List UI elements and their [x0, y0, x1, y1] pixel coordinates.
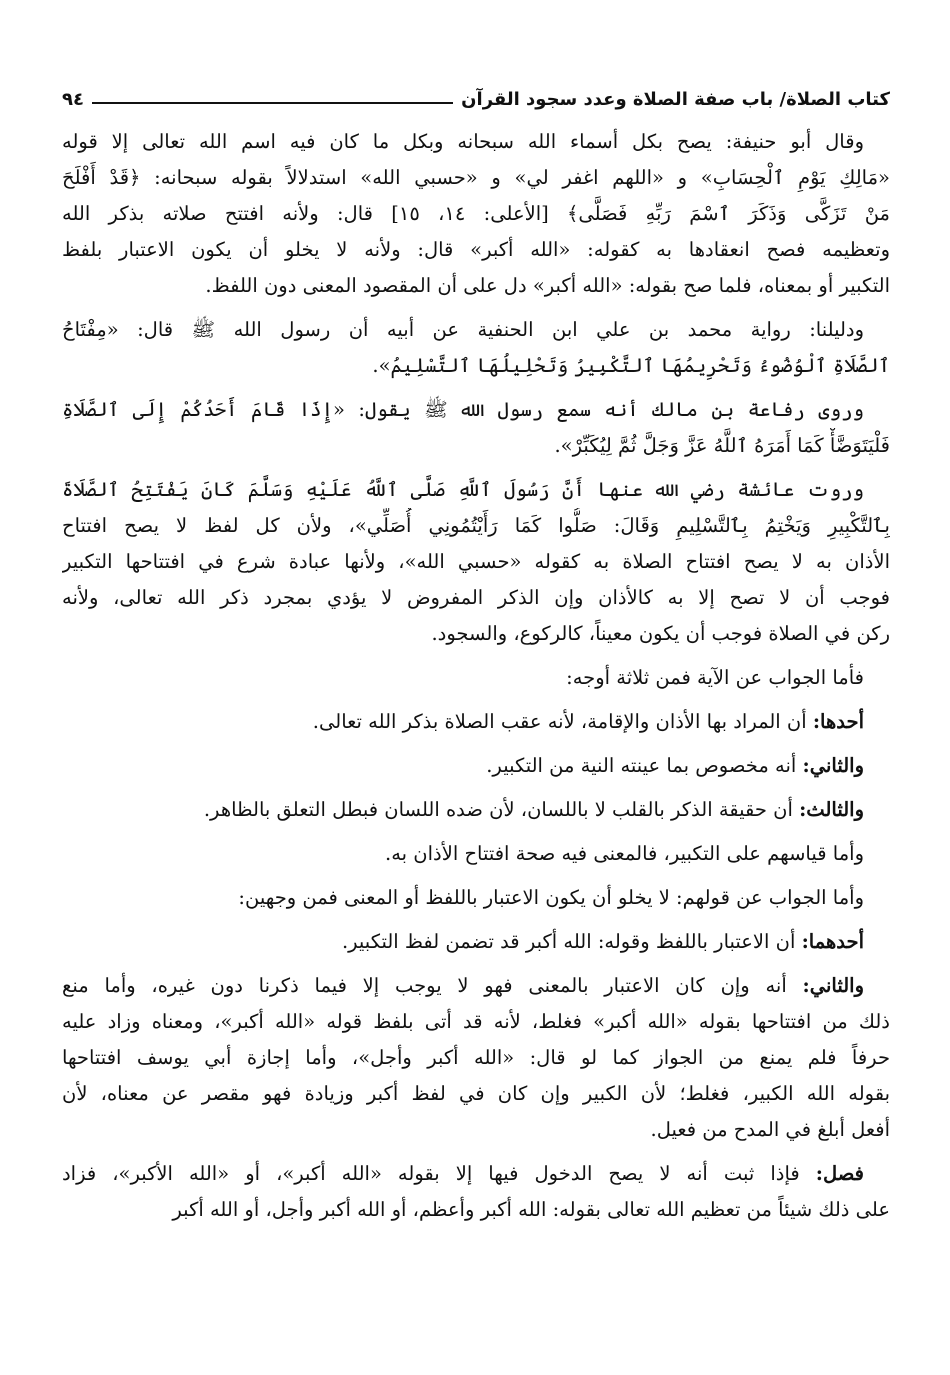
lead-word: والثاني:	[802, 754, 864, 777]
text-line	[62, 1076, 890, 1112]
text-line	[62, 968, 890, 1004]
text-line	[62, 880, 890, 916]
lead-word: والثاني:	[802, 974, 864, 997]
text-line	[62, 196, 890, 232]
line-text: حرفاً فلم يمنع من الجواز كما لو قال: «الله أكبر وأجل»، وأما إجازة أبي يوسف افتتاحها	[62, 1046, 890, 1069]
line-text: التكبير أو بمعناه، فلما صح بقوله: «الله أكبر» دل على أن المقصود المعنى دون اللفظ.	[205, 274, 890, 297]
line-text: أفعل أبلغ في المدح من فعيل.	[650, 1118, 890, 1141]
paragraph	[62, 1156, 890, 1228]
text-line	[62, 312, 890, 348]
text-line	[62, 124, 890, 160]
text-line	[62, 160, 890, 196]
line-text: أنه مخصوص بما عينته النية من التكبير.	[486, 754, 803, 777]
line-text: وروت عائشة رضي الله عنها أَنَّ رَسُولَ ٱللَّهِ صَلَّى ٱللَّهُ عَلَيْهِ وَسَلَّمَ كَانَ يَفْتَتِحُ ٱلصَّلَاةَ	[62, 478, 864, 501]
line-text: وأما الجواب عن قولهم: لا يخلو أن يكون الاعتبار باللفظ أو المعنى فمن وجهين:	[238, 886, 864, 909]
line-text: فأما الجواب عن الآية فمن ثلاثة أوجه:	[566, 666, 864, 689]
paragraph	[62, 124, 890, 304]
paragraph	[62, 748, 890, 784]
line-text: فإذا ثبت أنه لا يصح الدخول فيها إلا بقوله «الله أكبر»، أو «الله الأكبر»، فزاد	[62, 1162, 816, 1185]
lead-word: فصل:	[815, 1162, 864, 1185]
text-line	[62, 792, 890, 828]
line-text: وقال أبو حنيفة: يصح بكل أسماء الله سبحانه وبكل ما كان فيه اسم الله تعالى إلا قوله	[62, 130, 864, 153]
line-text: بقوله الله الكبير، فغلط؛ لأن الكبير وإن كان في لفظ أكبر وزيادة فهو مقصر عن معناه، لأن	[62, 1082, 890, 1105]
paragraph	[62, 924, 890, 960]
header-rule	[92, 102, 453, 104]
line-text: مَنْ تَزَكَّى وَذَكَرَ ٱسْمَ رَبِّهِ فَصَلَّى﴾ [الأعلى: ١٤، ١٥] قال: ولأنه افتتح صلاته بذكر الله	[62, 202, 890, 225]
running-header	[62, 80, 890, 110]
line-text: أن المراد بها الأذان والإقامة، لأنه عقب الصلاة بذكر الله تعالى.	[312, 710, 813, 733]
line-text: الأذان به لا يصح افتتاح الصلاة به كقوله «حسبي الله»، ولأنها عبادة شرع في افتتاحها التكبير	[62, 550, 890, 573]
text-line	[62, 392, 890, 428]
text-line	[62, 660, 890, 696]
text-line	[62, 428, 890, 464]
line-text: ركن في الصلاة فوجب أن يكون معيناً، كالركوع، والسجود.	[431, 622, 890, 645]
text-line	[62, 508, 890, 544]
text-line	[62, 580, 890, 616]
line-text: أن الاعتبار باللفظ وقوله: الله أكبر قد تضمن لفظ التكبير.	[341, 930, 802, 953]
line-text: أن حقيقة الذكر بالقلب لا باللسان، لأن ضده اللسان فبطل التعلق بالظاهر.	[203, 798, 800, 821]
text-line	[62, 1004, 890, 1040]
text-line	[62, 704, 890, 740]
line-text: أنه وإن كان الاعتبار بالمعنى فهو لا يوجب إلا فيما ذكرنا دون غيره، وأما منع	[62, 974, 803, 997]
paragraph	[62, 792, 890, 828]
text-line	[62, 1192, 890, 1228]
line-text: ذلك من افتتاحها بقوله «الله أكبر» فغلط، لأنه قد أتى بلفظ قوله «الله أكبر»، ومعناه وزاد عليه	[62, 1010, 890, 1033]
lead-word: أحدهما:	[801, 930, 864, 953]
paragraph	[62, 968, 890, 1148]
text-line	[62, 1112, 890, 1148]
text-line	[62, 924, 890, 960]
text-line	[62, 1040, 890, 1076]
line-text: ٱلصَّلَاةِ ٱلْوُضُوءُ وَتَحْرِيمُهَا ٱلتَّكْبِيرُ وَتَحْلِيلُهَا ٱلتَّسْلِيمُ».	[372, 354, 890, 377]
book-page	[62, 80, 890, 1236]
paragraph	[62, 836, 890, 872]
text-line	[62, 232, 890, 268]
line-text: وتعظيمه فصح انعقادها به كقوله: «الله أكبر» قال: ولأنه لا يخلو أن يكون الاعتبار بلفظ	[62, 238, 890, 261]
line-text: وروى رفاعة بن مالك أنه سمع رسول الله ﷺ يقول: «إِذَا قَامَ أَحَدُكُمْ إِلَى ٱلصَّلَاةِ	[62, 398, 864, 421]
paragraph	[62, 704, 890, 740]
text-line	[62, 472, 890, 508]
text-line	[62, 616, 890, 652]
paragraph	[62, 880, 890, 916]
paragraph	[62, 392, 890, 464]
line-text: ودليلنا: رواية محمد بن علي ابن الحنفية عن أبيه أن رسول الله ﷺ قال: «مِفْتَاحُ	[62, 318, 864, 341]
lead-word: والثالث:	[799, 798, 864, 821]
line-text: وأما قياسهم على التكبير، فالمعنى فيه صحة افتتاح الأذان به.	[385, 842, 864, 865]
text-line	[62, 748, 890, 784]
page-body	[62, 124, 890, 1228]
text-line	[62, 1156, 890, 1192]
paragraph	[62, 312, 890, 384]
line-text: على ذلك شيئاً من تعظيم الله تعالى بقوله: الله أكبر وأعظم، أو الله أكبر وأجل، أو الله أكبر	[172, 1198, 890, 1221]
running-title: كتاب الصلاة/ باب صفة الصلاة وعدد سجود القرآن	[461, 89, 890, 110]
line-text: «مَالِكِ يَوْمِ ٱلْحِسَابِ» و «اللهم اغفر لي» و «حسبي الله» استدلالاً بقوله سبحانه: ﴿قَدْ أَفْلَحَ	[62, 166, 890, 189]
line-text: بِٱلتَّكْبِيرِ وَيَخْتِمُ بِٱلتَّسْلِيمِ وَقَالَ: صَلُّوا كَمَا رَأَيْتُمُونِي أُصَلِّي»، ولأن كل لفظ لا يصح افتتاح	[62, 514, 890, 537]
lead-word: أحدها:	[812, 710, 864, 733]
line-text: فَلْيَتَوَضَّأْ كَمَا أَمَرَهُ ٱللَّهُ عَزَّ وَجَلَّ ثُمَّ لِيُكَبِّرْ».	[554, 434, 890, 457]
line-text: فوجب أن لا تصح إلا به كالأذان وإن الذكر المفروض لا يؤدي بمجرد ذكر الله تعالى، ولأنه	[62, 586, 890, 609]
page-number: ٩٤	[62, 89, 84, 110]
text-line	[62, 268, 890, 304]
paragraph	[62, 660, 890, 696]
paragraph	[62, 472, 890, 652]
text-line	[62, 348, 890, 384]
text-line	[62, 544, 890, 580]
text-line	[62, 836, 890, 872]
